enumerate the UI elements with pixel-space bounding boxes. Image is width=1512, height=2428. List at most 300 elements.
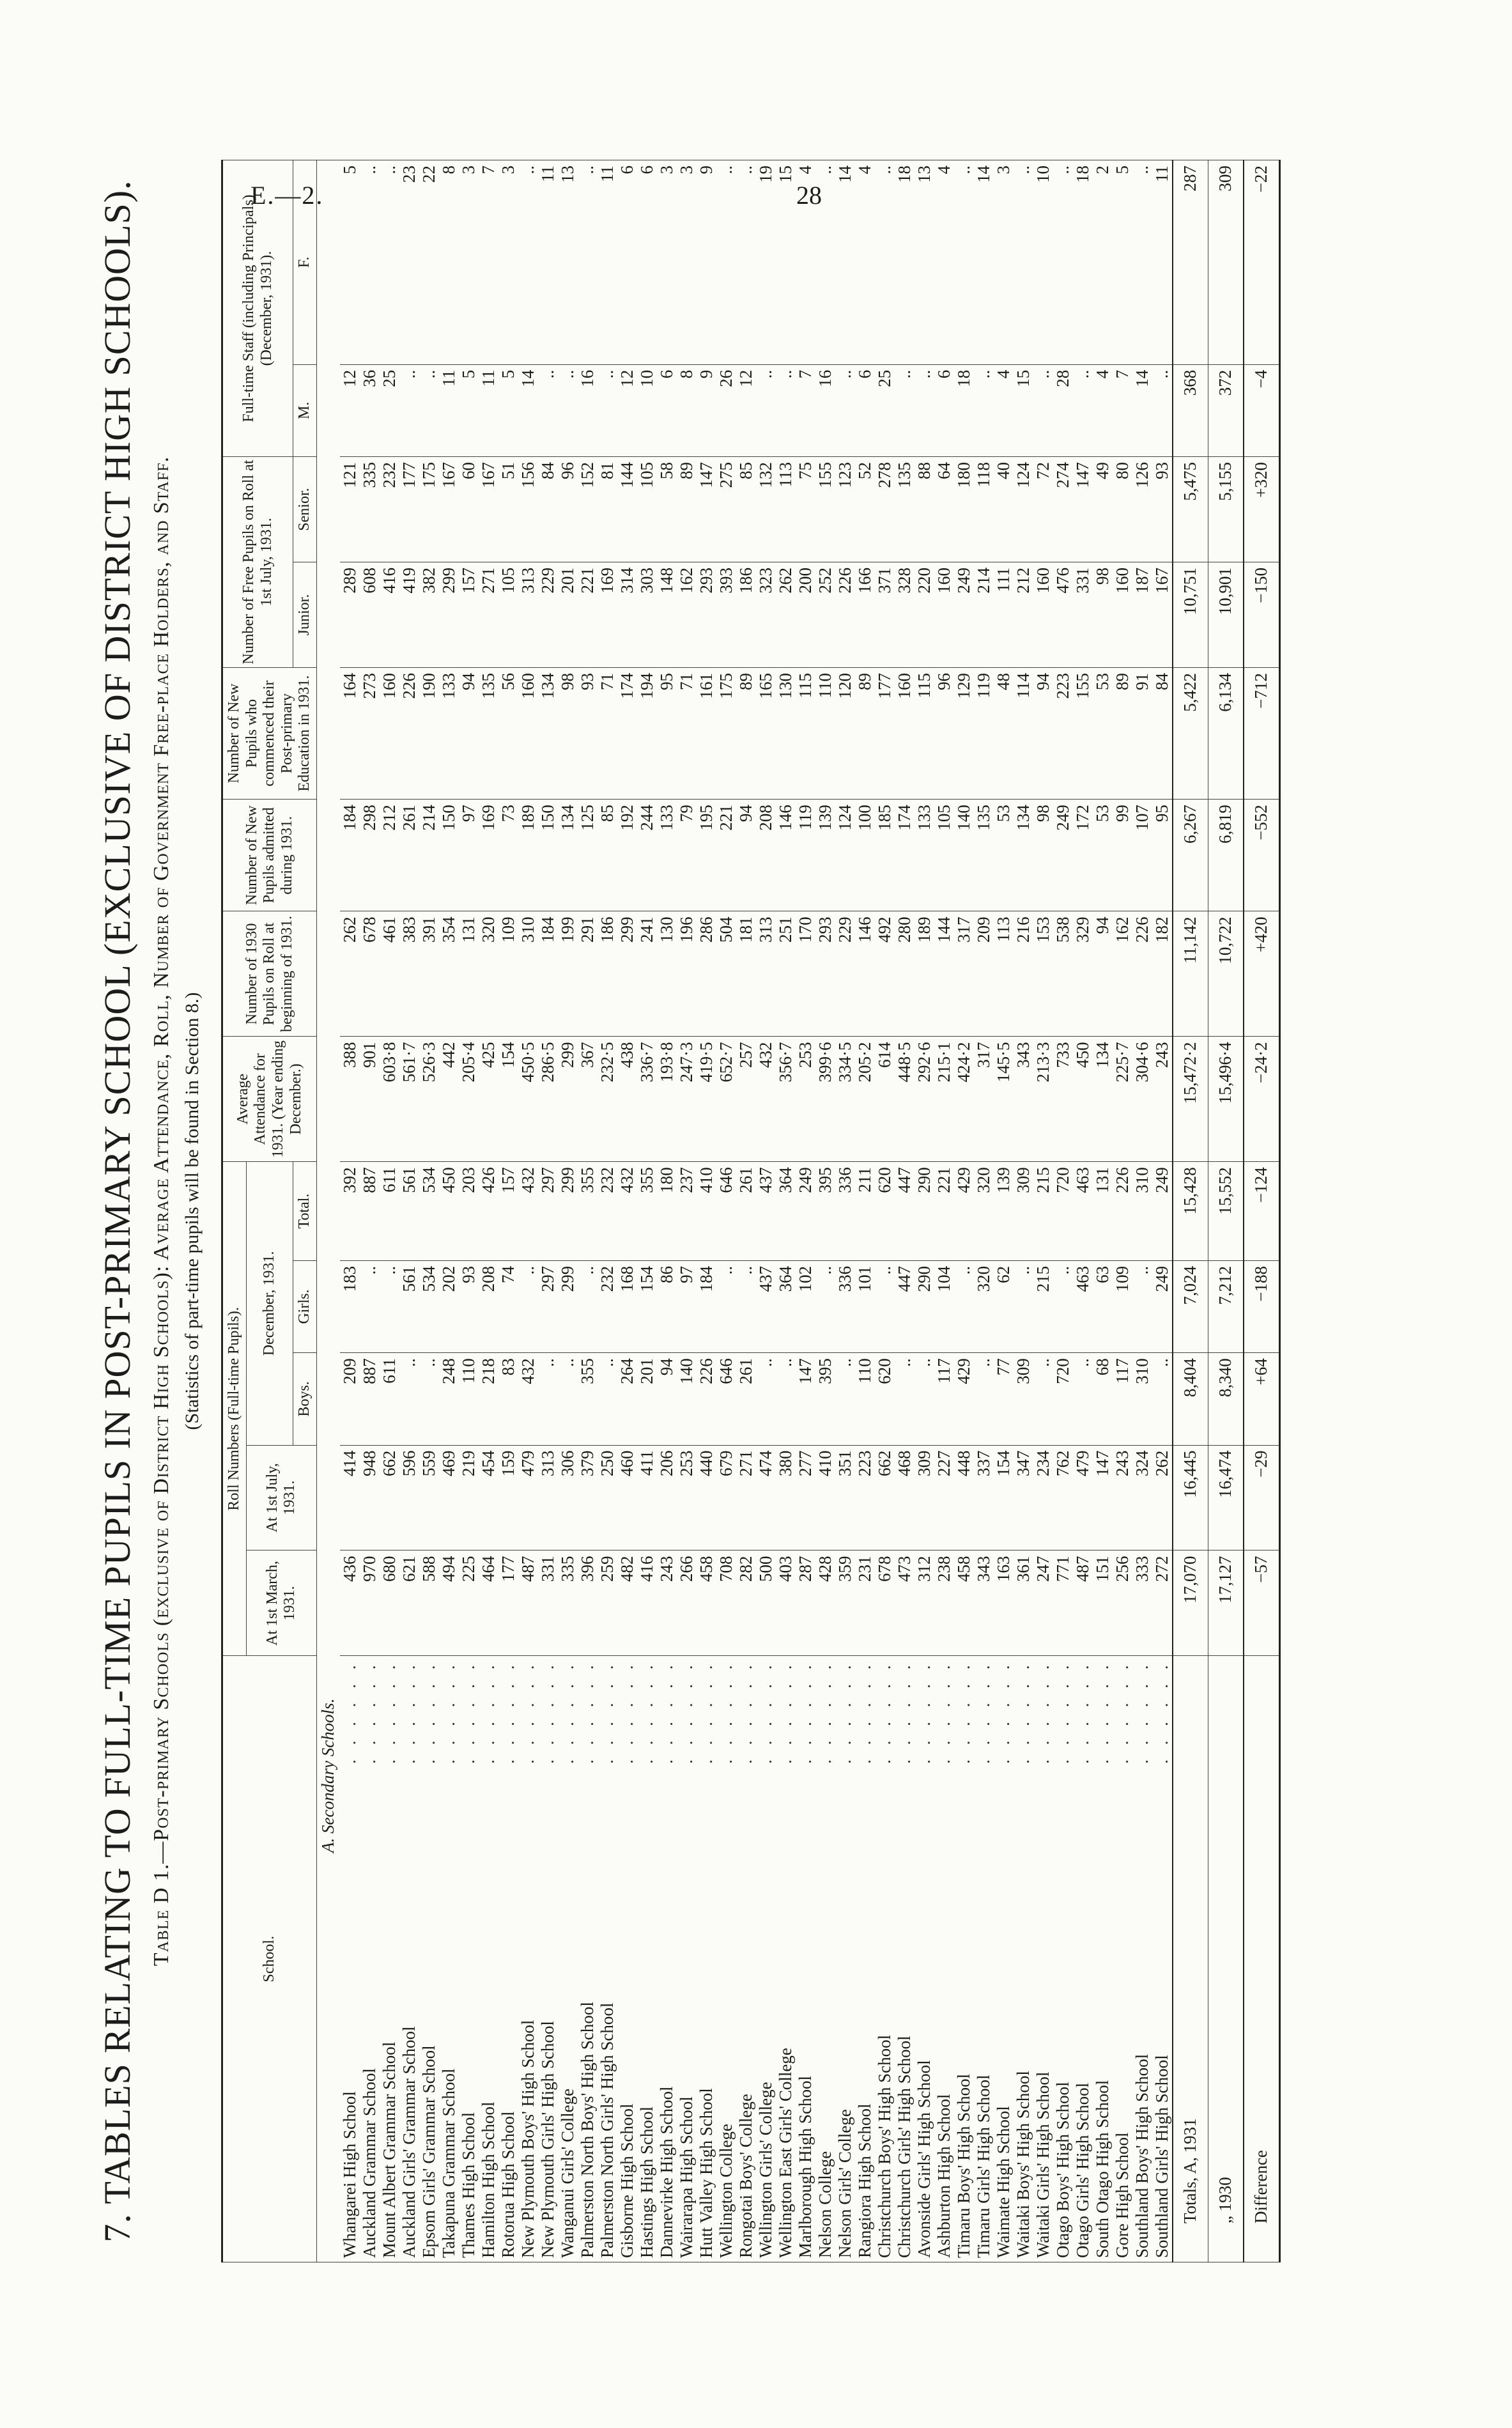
cell-f: 9 [697, 160, 716, 365]
cell-avg: 526·3 [419, 1037, 439, 1162]
cell-jun: 111 [994, 562, 1014, 668]
cell-mar: 256 [1113, 1550, 1132, 1656]
difference-row-label: Difference [1244, 1656, 1280, 2262]
cell-f: 5 [1113, 160, 1132, 365]
cell-r1930: 286 [697, 911, 716, 1037]
table-row [835, 160, 855, 2262]
cell-comm: 5,422 [1173, 667, 1208, 799]
school-name: Southland Girls' High School [1152, 2051, 1171, 2258]
table-row [380, 160, 399, 2262]
cell-boys: 140 [677, 1353, 697, 1445]
cell-girls: 104 [934, 1260, 954, 1352]
cell-girls: 249 [1152, 1260, 1173, 1352]
cell-mar: 416 [637, 1550, 657, 1656]
cell-jul: 679 [716, 1445, 736, 1550]
school-name: Avonside Girls' High School [914, 2056, 934, 2258]
cell-jul: 762 [1053, 1445, 1073, 1550]
cell-mar: 272 [1152, 1550, 1173, 1656]
cell-jul: 277 [796, 1445, 815, 1550]
cell-jun: 419 [399, 562, 419, 668]
cell-girls: 93 [459, 1260, 479, 1352]
school-name-cell [736, 1656, 756, 2262]
table-row [697, 160, 716, 2262]
cell-jun: 160 [934, 562, 954, 668]
cell-r1930: 291 [578, 911, 598, 1037]
cell-mar: 287 [796, 1550, 815, 1656]
cell-girls: .. [360, 1260, 380, 1352]
cell-sen: 132 [756, 457, 776, 562]
cell-f: 11 [1152, 160, 1173, 365]
cell-boys: 646 [716, 1353, 736, 1445]
cell-girls: 336 [835, 1260, 855, 1352]
cell-r1930: 229 [835, 911, 855, 1037]
cell-jul: 309 [914, 1445, 934, 1550]
cell-avg: 193·8 [657, 1037, 677, 1162]
leader-dots: . . . . . . [537, 1660, 557, 1764]
cell-m: 28 [1053, 364, 1073, 456]
cell-m: .. [558, 364, 578, 456]
school-name: New Plymouth Girls' High School [538, 2017, 557, 2258]
cell-boys: 201 [637, 1353, 657, 1445]
cell-r1930: 181 [736, 911, 756, 1037]
cell-boys: .. [1152, 1353, 1173, 1445]
cell-f: 8 [439, 160, 459, 365]
cell-girls: 62 [994, 1260, 1014, 1352]
cell-f: 23 [399, 160, 419, 365]
cell-sen: 152 [578, 457, 598, 562]
school-name: Thames High School [459, 2108, 478, 2258]
leader-dots: . . . . . . [617, 1660, 636, 1764]
school-name-cell [558, 1656, 578, 2262]
cell-jul: 147 [1093, 1445, 1113, 1550]
cell-sen: 80 [1113, 457, 1132, 562]
cell-comm: 84 [1152, 667, 1173, 799]
cell-r1930: 189 [914, 911, 934, 1037]
school-name-cell [1073, 1656, 1093, 2262]
cell-total: 392 [340, 1162, 360, 1261]
cell-jun: 169 [598, 562, 617, 668]
cell-jun: 313 [518, 562, 538, 668]
cell-total: 226 [1113, 1162, 1132, 1261]
cell-m: 7 [1113, 364, 1132, 456]
cell-f: 13 [914, 160, 934, 365]
cell-girls: 437 [756, 1260, 776, 1352]
cell-sen: 124 [1014, 457, 1033, 562]
school-name-cell [538, 1656, 558, 2262]
cell-comm: 155 [1073, 667, 1093, 799]
cell-girls: .. [1014, 1260, 1033, 1352]
school-name-cell [1152, 1656, 1173, 2262]
cell-sen: 89 [677, 457, 697, 562]
school-name: Mount Albert Grammar School [380, 2038, 399, 2258]
cell-sen: 144 [617, 457, 637, 562]
cell-f: .. [736, 160, 756, 365]
cell-m: .. [419, 364, 439, 456]
school-name: Wanganui Girls' College [558, 2085, 577, 2258]
school-name-cell [419, 1656, 439, 2262]
cell-girls: 232 [598, 1260, 617, 1352]
cell-mar: 259 [598, 1550, 617, 1656]
cell-boys: .. [1033, 1353, 1053, 1445]
cell-avg: 343 [1014, 1037, 1033, 1162]
cell-sen: 96 [558, 457, 578, 562]
cell-comm: 114 [1014, 667, 1033, 799]
cell-comm: 129 [954, 667, 974, 799]
cell-sen: 60 [459, 457, 479, 562]
cell-jun: 200 [796, 562, 815, 668]
cell-mar: 361 [1014, 1550, 1033, 1656]
table-row [479, 160, 498, 2262]
cell-avg: 336·7 [637, 1037, 657, 1162]
cell-comm: 94 [1033, 667, 1053, 799]
cell-jul: 410 [815, 1445, 835, 1550]
table-row [815, 160, 835, 2262]
cell-comm: 160 [895, 667, 914, 799]
col-header-at-july: At 1st July, 1931. [246, 1445, 316, 1550]
leader-dots: . . . . . . [874, 1660, 894, 1764]
cell-avg: 253 [796, 1037, 815, 1162]
cell-sen: 155 [815, 457, 835, 562]
school-name-cell [716, 1656, 736, 2262]
cell-adm: 95 [1152, 800, 1173, 911]
cell-girls: 297 [538, 1260, 558, 1352]
cell-f: 7 [479, 160, 498, 365]
cell-total: 336 [835, 1162, 855, 1261]
school-name: Takapuna Grammar School [439, 2064, 458, 2258]
cell-adm: 100 [855, 800, 875, 911]
cell-total: 463 [1073, 1162, 1093, 1261]
cell-comm: 91 [1132, 667, 1152, 799]
cell-m: 12 [617, 364, 637, 456]
cell-m: .. [776, 364, 796, 456]
leader-dots: . . . . . . [359, 1660, 379, 1764]
cell-total: 395 [815, 1162, 835, 1261]
col-header-staff-m: M. [293, 364, 317, 456]
leader-dots: . . . . . . [775, 1660, 795, 1764]
cell-comm: 133 [439, 667, 459, 799]
totals-row-1931-label: Totals, A, 1931 [1173, 1656, 1208, 2262]
cell-sen: 135 [895, 457, 914, 562]
cell-adm: 139 [815, 800, 835, 911]
table-row [716, 160, 736, 2262]
cell-jun: 331 [1073, 562, 1093, 668]
cell-avg: 292·6 [914, 1037, 934, 1162]
cell-r1930: 383 [399, 911, 419, 1037]
cell-boys: 8,404 [1173, 1353, 1208, 1445]
leader-dots: . . . . . . [379, 1660, 399, 1764]
cell-girls: 561 [399, 1260, 419, 1352]
cell-jul: 460 [617, 1445, 637, 1550]
col-header-girls: Girls. [293, 1260, 317, 1352]
table-row [657, 160, 677, 2262]
cell-total: 221 [934, 1162, 954, 1261]
cell-f: .. [1053, 160, 1073, 365]
cell-m: 26 [716, 364, 736, 456]
cell-jun: 303 [637, 562, 657, 668]
cell-girls: 184 [697, 1260, 716, 1352]
school-name: Timaru Boys' High School [954, 2070, 973, 2258]
cell-r1930: 251 [776, 911, 796, 1037]
cell-boys: 261 [736, 1353, 756, 1445]
cell-sen: 275 [716, 457, 736, 562]
cell-jun: 314 [617, 562, 637, 668]
cell-m: 15 [1014, 364, 1033, 456]
leader-dots: . . . . . . [993, 1660, 1013, 1764]
cell-comm: 53 [1093, 667, 1113, 799]
leader-dots: . . . . . . [1132, 1660, 1152, 1764]
cell-m: 6 [855, 364, 875, 456]
table-row [934, 160, 954, 2262]
cell-m: 25 [875, 364, 895, 456]
cell-adm: 212 [380, 800, 399, 911]
cell-avg: 424·2 [954, 1037, 974, 1162]
school-name-cell [875, 1656, 895, 2262]
cell-comm: 96 [934, 667, 954, 799]
leader-dots: . . . . . . [438, 1660, 458, 1764]
cell-total: 561 [399, 1162, 419, 1261]
cell-sen: 85 [736, 457, 756, 562]
school-name-cell [1014, 1656, 1033, 2262]
col-header-new-commenced: Number of New Pupils who commenced their Post-primary Education in 1931. [222, 667, 317, 799]
school-name-cell [479, 1656, 498, 2262]
cell-girls: −188 [1244, 1260, 1280, 1352]
cell-sen: 167 [439, 457, 459, 562]
cell-avg: 205·4 [459, 1037, 479, 1162]
col-header-staff-f: F. [293, 160, 317, 365]
cell-avg: 399·6 [815, 1037, 835, 1162]
table-body [316, 160, 1173, 2262]
cell-adm: 133 [914, 800, 934, 911]
cell-jun: 271 [479, 562, 498, 668]
cell-boys: .. [974, 1353, 994, 1445]
cell-f: 18 [895, 160, 914, 365]
cell-jun: 212 [1014, 562, 1033, 668]
cell-r1930: 280 [895, 911, 914, 1037]
leader-dots: . . . . . . [478, 1660, 498, 1764]
cell-boys: 110 [855, 1353, 875, 1445]
cell-avg: 419·5 [697, 1037, 716, 1162]
table-row [360, 160, 380, 2262]
cell-comm: 119 [974, 667, 994, 799]
cell-comm: 93 [578, 667, 598, 799]
cell-jul: 154 [994, 1445, 1014, 1550]
col-header-december-group: December, 1931. [246, 1162, 293, 1445]
cell-mar: 312 [914, 1550, 934, 1656]
leader-dots: . . . . . . [557, 1660, 577, 1764]
cell-jun: 187 [1132, 562, 1152, 668]
cell-girls: 109 [1113, 1260, 1132, 1352]
cell-f: .. [578, 160, 598, 365]
school-name: New Plymouth Boys' High School [518, 2016, 537, 2258]
school-name-cell [459, 1656, 479, 2262]
cell-adm: 53 [1093, 800, 1113, 911]
cell-f: 19 [756, 160, 776, 365]
cell-avg: 356·7 [776, 1037, 796, 1162]
cell-girls: 202 [439, 1260, 459, 1352]
school-name-cell [934, 1656, 954, 2262]
cell-r1930: 678 [360, 911, 380, 1037]
cell-sen: 147 [697, 457, 716, 562]
cell-comm: 134 [538, 667, 558, 799]
cell-r1930: 186 [598, 911, 617, 1037]
leader-dots: . . . . . . [914, 1660, 934, 1764]
cell-r1930: 182 [1152, 911, 1173, 1037]
cell-m: 5 [498, 364, 518, 456]
cell-comm: 165 [756, 667, 776, 799]
school-name: Wellington College [716, 2120, 736, 2258]
cell-m: .. [598, 364, 617, 456]
cell-mar: 151 [1093, 1550, 1113, 1656]
cell-boys: 117 [934, 1353, 954, 1445]
cell-mar: 458 [697, 1550, 716, 1656]
table-row [914, 160, 934, 2262]
table-row [419, 160, 439, 2262]
cell-total: 203 [459, 1162, 479, 1261]
cell-comm: 110 [815, 667, 835, 799]
cell-comm: 174 [617, 667, 637, 799]
school-name: Otago Boys' High School [1053, 2078, 1072, 2258]
cell-avg: 15,496·4 [1208, 1037, 1244, 1162]
cell-sen: 123 [835, 457, 855, 562]
cell-avg: −24·2 [1244, 1037, 1280, 1162]
cell-comm: 94 [459, 667, 479, 799]
cell-total: 646 [716, 1162, 736, 1261]
cell-total: 611 [380, 1162, 399, 1261]
cell-m: 14 [1132, 364, 1152, 456]
school-name: Waimate High School [994, 2102, 1013, 2258]
school-name: Southland Boys' High School [1132, 2050, 1152, 2258]
cell-r1930: 94 [1093, 911, 1113, 1037]
cell-comm: 160 [518, 667, 538, 799]
cell-jul: 262 [1152, 1445, 1173, 1550]
cell-sen: 52 [855, 457, 875, 562]
cell-jun: −150 [1244, 562, 1280, 668]
leader-dots: . . . . . . [339, 1660, 359, 1764]
cell-total: 215 [1033, 1162, 1053, 1261]
cell-sen: 84 [538, 457, 558, 562]
cell-f: 10 [1033, 160, 1053, 365]
leader-dots: . . . . . . [755, 1660, 775, 1764]
cell-adm: 73 [498, 800, 518, 911]
leader-dots: . . . . . . [1112, 1660, 1132, 1764]
table-row [637, 160, 657, 2262]
cell-mar: 282 [736, 1550, 756, 1656]
cell-girls: 364 [776, 1260, 796, 1352]
cell-adm: 298 [360, 800, 380, 911]
school-name-cell [399, 1656, 419, 2262]
school-name: Ashburton High School [934, 2091, 953, 2259]
cell-comm: −712 [1244, 667, 1280, 799]
cell-total: 180 [657, 1162, 677, 1261]
cell-avg: 317 [974, 1037, 994, 1162]
cell-boys: 110 [459, 1353, 479, 1445]
cell-jul: 271 [736, 1445, 756, 1550]
cell-boys: .. [598, 1353, 617, 1445]
cell-avg: 247·3 [677, 1037, 697, 1162]
cell-r1930: 209 [974, 911, 994, 1037]
cell-total: 297 [538, 1162, 558, 1261]
school-name: Timaru Girls' High School [974, 2071, 993, 2258]
cell-mar: 403 [776, 1550, 796, 1656]
cell-girls: 168 [617, 1260, 637, 1352]
cell-adm: 195 [697, 800, 716, 911]
cell-m: 372 [1208, 364, 1244, 456]
table-row [617, 160, 637, 2262]
cell-mar: 247 [1033, 1550, 1053, 1656]
cell-jul: 234 [1033, 1445, 1053, 1550]
cell-m: 12 [340, 364, 360, 456]
cell-r1930: 153 [1033, 911, 1053, 1037]
cell-boys: 248 [439, 1353, 459, 1445]
cell-m: 14 [518, 364, 538, 456]
leader-dots: . . . . . . [1152, 1660, 1171, 1764]
cell-adm: 79 [677, 800, 697, 911]
cell-total: 299 [558, 1162, 578, 1261]
cell-mar: 500 [756, 1550, 776, 1656]
cell-avg: 448·5 [895, 1037, 914, 1162]
school-name-cell [617, 1656, 637, 2262]
table-row [1132, 160, 1152, 2262]
cell-comm: 226 [399, 667, 419, 799]
cell-girls: .. [716, 1260, 736, 1352]
school-name: Christchurch Girls' High School [895, 2032, 914, 2258]
school-name-cell [1033, 1656, 1053, 2262]
cell-r1930: 113 [994, 911, 1014, 1037]
cell-avg: 257 [736, 1037, 756, 1162]
table-row [736, 160, 756, 2262]
cell-total: 237 [677, 1162, 697, 1261]
cell-adm: 185 [875, 800, 895, 911]
table-row [538, 160, 558, 2262]
leader-dots: . . . . . . [636, 1660, 656, 1764]
cell-m: .. [914, 364, 934, 456]
cell-total: 429 [954, 1162, 974, 1261]
school-name-cell [360, 1656, 380, 2262]
cell-comm: 71 [598, 667, 617, 799]
cell-mar: 680 [380, 1550, 399, 1656]
cell-m: 18 [954, 364, 974, 456]
cell-total: 310 [1132, 1162, 1152, 1261]
cell-mar: 177 [498, 1550, 518, 1656]
cell-r1930: 109 [498, 911, 518, 1037]
cell-total: 447 [895, 1162, 914, 1261]
school-name-cell [380, 1656, 399, 2262]
col-header-free-group: Number of Free Pupils on Roll at 1st July, 1931. [222, 457, 293, 668]
cell-total: 290 [914, 1162, 934, 1261]
cell-comm: 130 [776, 667, 796, 799]
table-row [598, 160, 617, 2262]
cell-r1930: 504 [716, 911, 736, 1037]
cell-comm: 164 [340, 667, 360, 799]
cell-mar: 487 [518, 1550, 538, 1656]
school-name: Palmerston North Boys' High School [578, 1998, 597, 2258]
school-name: Auckland Girls' Grammar School [399, 2022, 419, 2258]
cell-jun: 328 [895, 562, 914, 668]
cell-f: .. [380, 160, 399, 365]
cell-boys: +64 [1244, 1353, 1280, 1445]
col-header-new-admitted: Number of New Pupils admitted during 1931. [222, 800, 317, 911]
cell-comm: 56 [498, 667, 518, 799]
cell-girls: 154 [637, 1260, 657, 1352]
cell-f: 287 [1173, 160, 1208, 365]
cell-jul: 662 [875, 1445, 895, 1550]
cell-boys: .. [914, 1353, 934, 1445]
cell-mar: 266 [677, 1550, 697, 1656]
cell-girls: 63 [1093, 1260, 1113, 1352]
school-name-cell [994, 1656, 1014, 2262]
cell-r1930: 310 [518, 911, 538, 1037]
cell-jun: 162 [677, 562, 697, 668]
